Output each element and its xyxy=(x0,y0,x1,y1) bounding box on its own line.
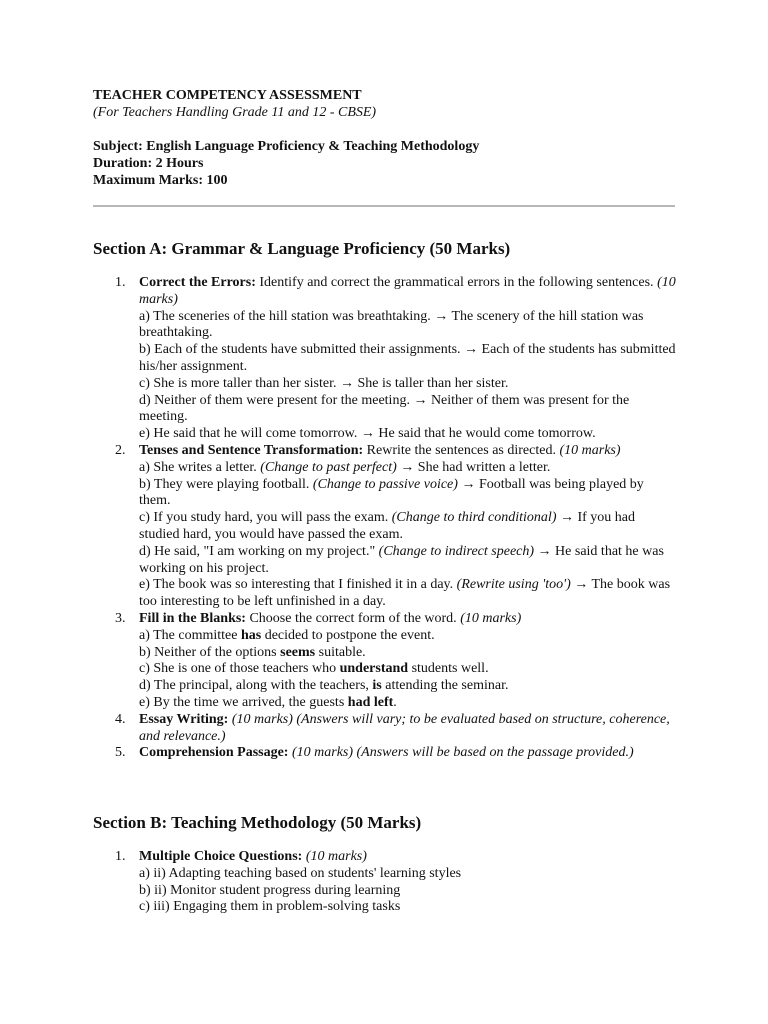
section-a-title: Section A: Grammar & Language Proficiency (50 Marks) xyxy=(93,239,511,258)
answer-text: → If you had studied hard, you would have passed the exam. xyxy=(139,510,636,542)
answer-prompt: c) If you study hard, you will pass the exam. xyxy=(139,510,392,526)
answer-line xyxy=(139,477,678,511)
answer-line xyxy=(139,577,678,611)
question-heading: Fill in the Blanks: xyxy=(139,610,246,626)
answer-text: . xyxy=(393,694,397,710)
question-heading: Tenses and Sentence Transformation: xyxy=(139,442,364,458)
answer-text: decided to postpone the event. xyxy=(261,627,435,643)
answer-prompt: e) The book was so interesting that I finished it in a day. xyxy=(139,577,457,593)
answer-line xyxy=(139,695,678,712)
horizontal-divider xyxy=(93,205,675,207)
question-marks: (10 marks) xyxy=(559,442,621,458)
answer-line: b) ii) Monitor student progress during learning xyxy=(139,882,401,898)
answer-text: students well. xyxy=(408,661,489,677)
answer-line: d) Neither of them were present for the meeting. → Neither of them was present for the meeting. xyxy=(139,392,630,425)
question-item xyxy=(93,712,678,746)
answer-line: c) She is more taller than her sister. → She is taller than her sister. xyxy=(139,375,509,391)
question-heading: Comprehension Passage: xyxy=(139,745,289,761)
answer-word: understand xyxy=(339,661,409,677)
answer-instruction: (Change to passive voice) xyxy=(312,476,458,492)
document-subtitle: (For Teachers Handling Grade 11 and 12 - CBSE) xyxy=(93,105,377,120)
answer-line: b) Each of the students have submitted their assignments. → Each of the students has submitted his/her assignment. xyxy=(139,342,676,374)
section-b-title: Section B: Teaching Methodology (50 Marks) xyxy=(93,813,422,832)
answer-word: seems xyxy=(280,644,316,660)
answer-line xyxy=(139,678,678,695)
answer-prompt: c) She is one of those teachers who xyxy=(139,661,340,677)
answer-prompt: d) The principal, along with the teachers, xyxy=(139,678,373,694)
answer-instruction: (Change to indirect speech) xyxy=(378,543,535,559)
section-b-questions xyxy=(93,849,678,916)
answer-word: had left xyxy=(347,694,394,710)
question-note: (10 marks) (Answers will vary; to be evaluated based on structure, coherence, and relevance.) xyxy=(139,711,670,744)
answer-prompt: b) Neither of the options xyxy=(139,644,281,660)
question-number: 5. xyxy=(115,745,126,761)
question-number: 1. xyxy=(115,849,126,864)
question-note: (10 marks) (Answers will be based on the passage provided.) xyxy=(288,745,634,761)
answer-line: a) ii) Adapting teaching based on students' learning styles xyxy=(139,865,462,881)
question-heading: Essay Writing: xyxy=(139,711,229,727)
question-item xyxy=(93,611,678,712)
duration-line: Duration: 2 Hours xyxy=(93,156,204,171)
question-item xyxy=(93,745,678,762)
answer-line xyxy=(139,628,678,645)
answer-text: suitable. xyxy=(315,644,366,660)
answer-text: → She had written a letter. xyxy=(396,459,551,475)
question-text: Identify and correct the grammatical errors in the following sentences. xyxy=(255,275,658,290)
question-number: 3. xyxy=(115,610,126,626)
question-marks: (10 marks) xyxy=(302,849,367,864)
answer-line xyxy=(139,645,678,662)
answer-instruction: (Change to third conditional) xyxy=(391,510,557,526)
question-text: Choose the correct form of the word. xyxy=(245,610,461,626)
answer-text: → The book was too interesting to be left unfinished in a day. xyxy=(139,577,671,610)
answer-prompt: a) The committee xyxy=(139,627,241,643)
answer-prompt: a) She writes a letter. xyxy=(139,459,261,475)
question-text: Rewrite the sentences as directed. xyxy=(363,442,560,458)
question-marks: (10 marks) xyxy=(460,610,522,626)
answer-line: e) He said that he will come tomorrow. → He said that he would come tomorrow. xyxy=(139,426,596,442)
answer-line xyxy=(139,460,678,477)
answer-instruction: (Rewrite using 'too') xyxy=(456,577,571,593)
max-marks-line: Maximum Marks: 100 xyxy=(93,173,228,188)
answer-line xyxy=(139,544,678,578)
answer-line xyxy=(139,510,678,544)
question-number: 2. xyxy=(115,442,126,458)
subject-line: Subject: English Language Proficiency & Teaching Methodology xyxy=(93,139,480,154)
question-heading: Multiple Choice Questions: xyxy=(139,849,303,864)
answer-word: is xyxy=(372,678,382,694)
document-header xyxy=(93,87,683,189)
answer-line: a) The sceneries of the hill station was breathtaking. → The scenery of the hill station was breathtaking. xyxy=(139,308,644,341)
question-marks: (10 marks) xyxy=(139,275,676,307)
question-number: 1. xyxy=(115,275,126,290)
answer-word: has xyxy=(240,627,262,643)
answer-prompt: e) By the time we arrived, the guests xyxy=(139,694,348,710)
answer-text: → He said that he was working on his project. xyxy=(139,543,664,576)
answer-prompt: b) They were playing football. xyxy=(139,476,313,492)
question-number: 4. xyxy=(115,711,126,727)
question-item xyxy=(93,275,678,443)
document-title: TEACHER COMPETENCY ASSESSMENT xyxy=(93,88,362,103)
answer-line xyxy=(139,661,678,678)
question-heading: Correct the Errors: xyxy=(139,275,256,290)
question-item xyxy=(93,443,678,611)
answer-text: → Football was being played by them. xyxy=(139,476,644,509)
answer-line: c) iii) Engaging them in problem-solving tasks xyxy=(139,899,401,915)
answer-instruction: (Change to past perfect) xyxy=(260,459,397,475)
section-a-questions xyxy=(93,275,678,762)
question-item xyxy=(93,849,678,916)
answer-text: attending the seminar. xyxy=(381,678,509,694)
answer-prompt: d) He said, "I am working on my project." xyxy=(139,543,379,559)
